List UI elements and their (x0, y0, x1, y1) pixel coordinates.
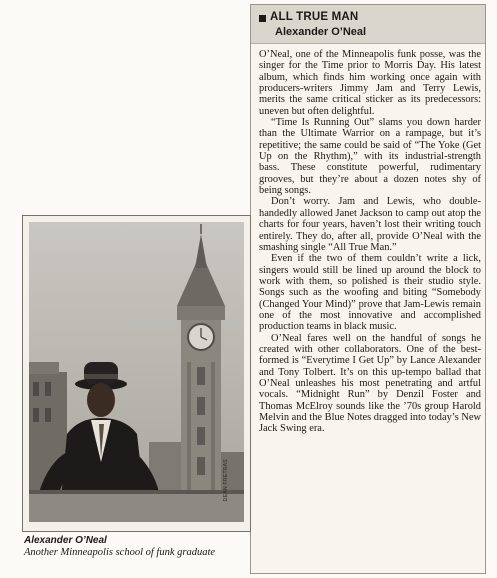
album-review (250, 4, 486, 574)
caption-name: Alexander O’Neal (24, 535, 107, 546)
review-paragraph: “Time Is Running Out” slams you down harder than the Ultimate Warrior on a rampage, but it’s repetitive; the same could be said of “The Yoke (Get Up on the Rhythm),” with its industrial-strength bass. These constitute powerful, rudimentary grooves, but they’re about a dozen notes shy of being songs. (259, 117, 481, 197)
square-bullet-icon (259, 15, 266, 22)
review-paragraph: O’Neal fares well on the handful of songs he created with other collaborators. One of the best-formed is “Everytime I Get Up” by Lance Alexander and Tony Tolbert. It’s on this up-tempo ballad that O’Neal unleashes his most penetrating and artful vocals. “Midnight Run” by Denzil Foster and Thomas McElroy sounds like the ’70s group Harold Melvin and the Blue Notes dragged into today’s New Jack Swing era. (259, 332, 481, 435)
review-paragraph: Even if the two of them couldn’t write a lick, singers would still be lined up around the block to work with them, so polished is their studio style. Songs such as the woofing and biting “Somebody (Changed Your Mind)” prove that Jam-Lewis remain one of the most innovative and accomplished production teams in black music. (259, 253, 481, 333)
big-ben-photo-illustration (29, 222, 244, 522)
photo-caption (24, 535, 254, 559)
review-paragraph: O’Neal, one of the Minneapolis funk posse, was the singer for the Time prior to Morris Day. His latest album, which finds him working once again with producers-writers Jimmy Jam and Terry Lewis, merits the same critical sticker as its predecessors: uneven but often delightful. (259, 49, 481, 117)
review-paragraph: Don’t worry. Jam and Lewis, who double-handedly allowed Janet Jackson to camp out atop the charts for four years, haven’t lost their writing touch entirely. They do, after all, provide O’Neal with the smashing single “All True Man.” (259, 196, 481, 253)
photo-credit: DEAN FRETRAS (223, 459, 229, 502)
album-title: ALL TRUE MAN (270, 11, 359, 23)
review-header (251, 5, 485, 44)
artist-photo (29, 222, 244, 522)
caption-text: Another Minneapolis school of funk graduate (24, 547, 216, 558)
artist-name: Alexander O’Neal (275, 26, 367, 38)
photo-frame (22, 215, 251, 532)
review-body (259, 49, 481, 435)
